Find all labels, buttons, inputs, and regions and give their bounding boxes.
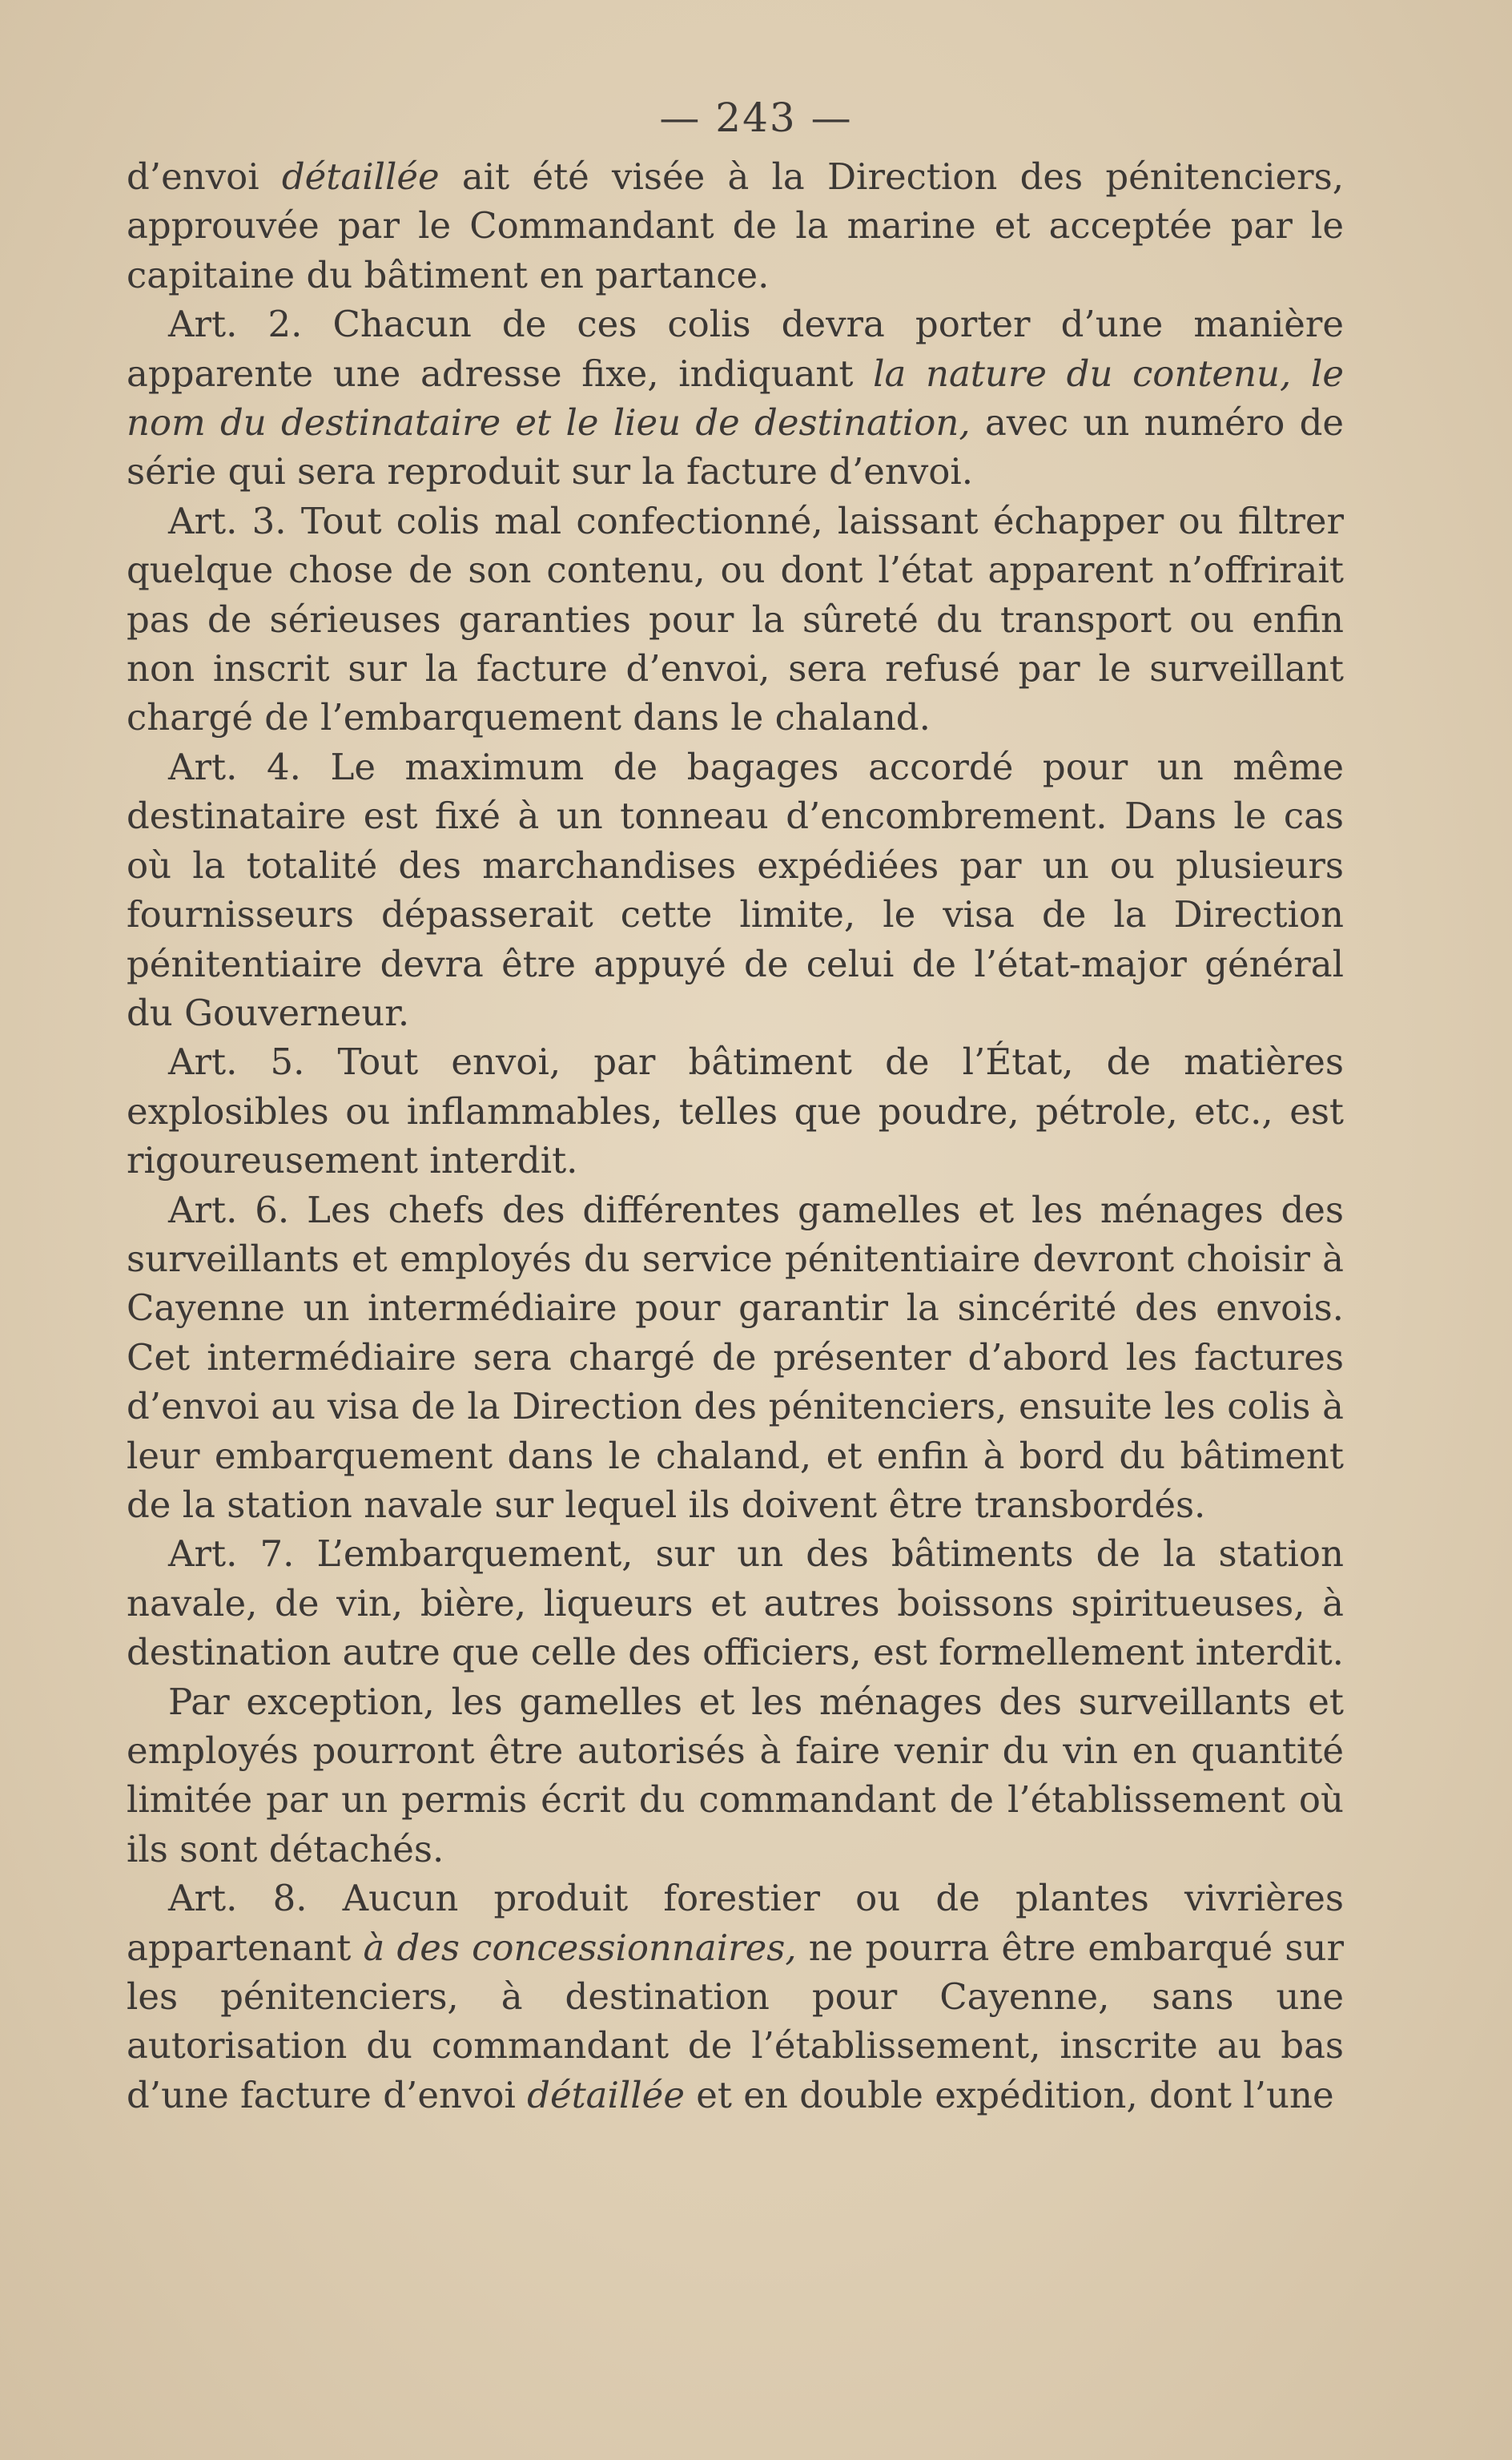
text-run: Art. 7. L’embarquement, sur un des bâtiments de la station navale, de vin, bière, liqueurs et autres boissons spiritueuses, à destination autre que celle des officiers, est formellement interdit. — [127, 1532, 1344, 1674]
paragraph — [127, 300, 1344, 497]
paragraph — [127, 1186, 1344, 1530]
page-number: — 243 — — [659, 95, 853, 141]
text-run: et en double expédition, dont l’une — [684, 2073, 1334, 2116]
paragraph — [127, 1037, 1344, 1185]
text-run: Art. 4. Le maximum de bagages accordé pour un même destinataire est fixé à un tonneau d’encombrement. Dans le cas où la totalité des marchandises expédiées par un ou plusieurs fournisseurs dépasserait cette limite, le visa de la Direction pénitentiaire devra être appuyé de celui de l’état-major général du Gouverneur. — [127, 745, 1344, 1034]
italic-text: détaillée — [527, 2073, 685, 2116]
text-run: Par exception, les gamelles et les ménages des surveillants et employés pourront être autorisés à faire venir du vin en quantité limitée par un permis écrit du commandant de l’établissement où ils sont détachés. — [127, 1680, 1344, 1870]
text-run: Art. 5. Tout envoi, par bâtiment de l’État, de matières explosibles ou inflammables, telles que poudre, pétrole, etc., est rigoureusement interdit. — [127, 1041, 1344, 1182]
text-run: Art. 2. Chacun de ces colis devra porter d’une manière apparente une adresse fixe, indiquant — [127, 303, 1344, 395]
text-run: avec un numéro de série qui sera reproduit sur la facture d’envoi. — [127, 401, 1345, 493]
paragraph — [127, 743, 1344, 1037]
text-run: ne pourra être embarqué sur les pénitenciers, à destination pour Cayenne, sans une autorisation du commandant de l’établissement, inscrite au bas d’une facture d’envoi — [127, 1926, 1344, 2116]
paragraph — [127, 497, 1344, 743]
text-run: d’envoi — [127, 155, 282, 198]
text-run: Art. 8. Aucun produit forestier ou de plantes vivrières appartenant — [127, 1877, 1344, 1969]
paragraph — [127, 1529, 1344, 1677]
text-run: Art. 3. Tout colis mal confectionné, laissant échapper ou filtrer quelque chose de son contenu, ou dont l’état apparent n’offrirait pas de sérieuses garanties pour la sûreté du transport ou enfin non inscrit sur la facture d’envoi, sera refusé par le surveillant chargé de l’embarquement dans le chaland. — [127, 499, 1344, 739]
paragraph — [127, 1677, 1344, 1874]
paragraph — [127, 1874, 1344, 2120]
text-run: ait été visée à la Direction des pénitenciers, approuvée par le Commandant de la marine et acceptée par le capitaine du bâtiment en partance. — [127, 155, 1344, 296]
body-text — [127, 152, 1344, 2120]
text-run: Art. 6. Les chefs des différentes gamelles et les ménages des surveillants et employés du service pénitentiaire devront choisir à Cayenne un intermédiaire pour garantir la sincérité des envois. Cet intermédiaire sera chargé de présenter d’abord les factures d’envoi au visa de la Direction des pénitenciers, ensuite les colis à leur embarquement dans le chaland, et enfin à bord du bâtiment de la station navale sur lequel ils doivent être transbordés. — [127, 1188, 1344, 1526]
italic-text: détaillée — [281, 155, 440, 198]
italic-text: à des concessionnaires, — [363, 1926, 797, 1969]
italic-text: la nature du contenu, le nom du destinataire et le lieu de destination, — [127, 352, 1344, 445]
paragraph — [127, 152, 1344, 300]
